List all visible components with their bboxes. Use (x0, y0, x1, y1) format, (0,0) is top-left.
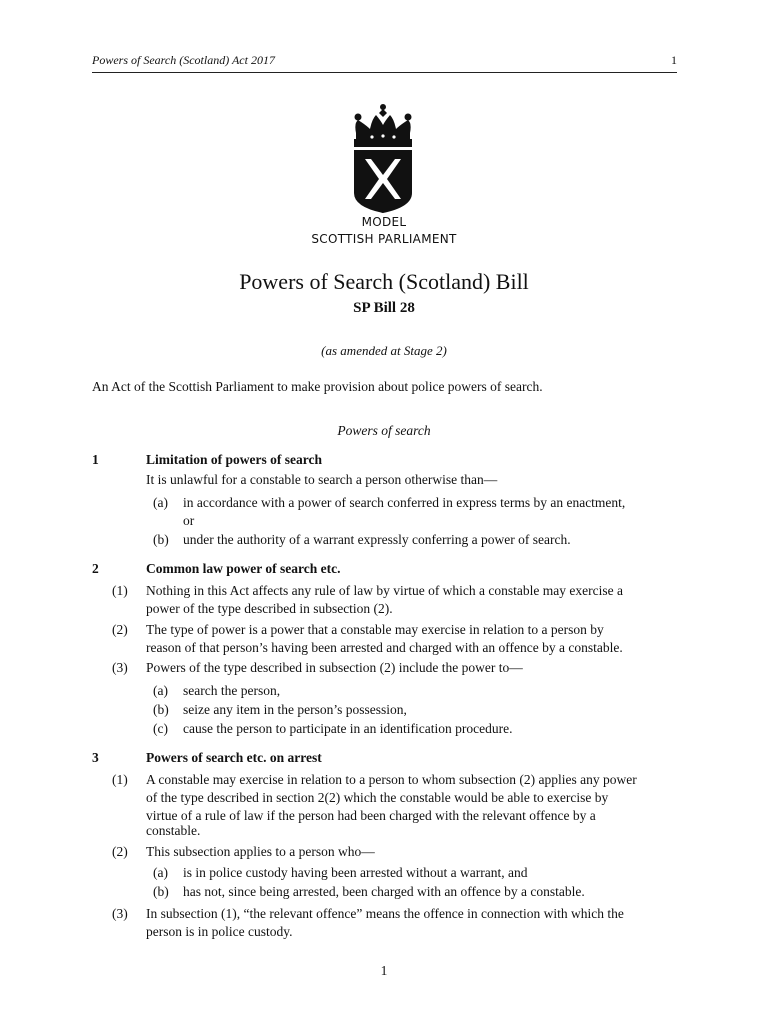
paragraph-label: (a) (153, 865, 168, 880)
section-heading: Common law power of search etc. (146, 561, 341, 576)
subsection-text: virtue of a rule of law if the person had been charged with the relevant offence by a (146, 808, 596, 823)
subsection-number: (2) (112, 844, 128, 859)
section-heading: Limitation of powers of search (146, 452, 322, 467)
subsection-number: (1) (112, 772, 128, 787)
running-title: Powers of Search (Scotland) Act 2017 (92, 53, 275, 67)
section-text: It is unlawful for a constable to search a person otherwise than— (146, 472, 498, 487)
subsection-text: In subsection (1), “the relevant offence” means the offence in connection with which the (146, 906, 624, 921)
paragraph-text: search the person, (183, 683, 281, 698)
subsection-text: reason of that person’s having been arrested and charged with an offence by a constable. (146, 640, 623, 655)
long-title: An Act of the Scottish Parliament to make provision about police powers of search. (92, 379, 543, 394)
section-heading: Powers of search etc. on arrest (146, 750, 322, 765)
subsection-number: (3) (112, 660, 128, 675)
subsection-number: (3) (112, 906, 128, 921)
parliament-name-line1: MODEL (361, 215, 407, 229)
paragraph-text: is in police custody having been arrested without a warrant, and (183, 865, 528, 880)
paragraph-text: has not, since being arrested, been charged with an offence by a constable. (183, 884, 585, 899)
paragraph-label: (a) (153, 495, 168, 510)
subsection-number: (2) (112, 622, 128, 637)
subsection-text: power of the type described in subsection (2). (146, 601, 393, 616)
subsection-text: constable. (146, 823, 201, 838)
paragraph-label: (b) (153, 702, 169, 717)
bill-number: SP Bill 28 (353, 300, 415, 316)
paragraph-text: cause the person to participate in an identification procedure. (183, 721, 513, 736)
paragraph-text: under the authority of a warrant expressly conferring a power of search. (183, 532, 571, 547)
subsection-text: Nothing in this Act affects any rule of law by virtue of which a constable may exercise a (146, 583, 623, 598)
subsection-text: Powers of the type described in subsection (2) include the power to— (146, 660, 523, 675)
paragraph-label: (b) (153, 532, 169, 547)
paragraph-text: or (183, 513, 195, 528)
paragraph-text: in accordance with a power of search conferred in express terms by an enactment, (183, 495, 626, 510)
section-number: 3 (92, 750, 99, 765)
section-number: 1 (92, 452, 99, 467)
subsection-text: The type of power is a power that a constable may exercise in relation to a person by (146, 622, 604, 637)
crossheading: Powers of search (337, 423, 431, 438)
header-rule (92, 72, 677, 73)
parliament-name-line2: SCOTTISH PARLIAMENT (311, 232, 457, 246)
crest-icon (346, 103, 420, 213)
paragraph-label: (c) (153, 721, 168, 736)
section-number: 2 (92, 561, 99, 576)
bill-status: (as amended at Stage 2) (321, 343, 447, 358)
paragraph-text: seize any item in the person’s possession, (183, 702, 407, 717)
subsection-number: (1) (112, 583, 128, 598)
footer-page-number: 1 (380, 963, 388, 978)
paragraph-label: (a) (153, 683, 168, 698)
header-page-number: 1 (671, 53, 677, 67)
subsection-text: This subsection applies to a person who— (146, 844, 375, 859)
bill-title: Powers of Search (Scotland) Bill (239, 269, 529, 294)
subsection-text: person is in police custody. (146, 924, 293, 939)
running-header (92, 53, 677, 68)
paragraph-label: (b) (153, 884, 169, 899)
subsection-text: A constable may exercise in relation to a person to whom subsection (2) applies any power (146, 772, 637, 787)
subsection-text: of the type described in section 2(2) which the constable would be able to exercise by (146, 790, 609, 805)
